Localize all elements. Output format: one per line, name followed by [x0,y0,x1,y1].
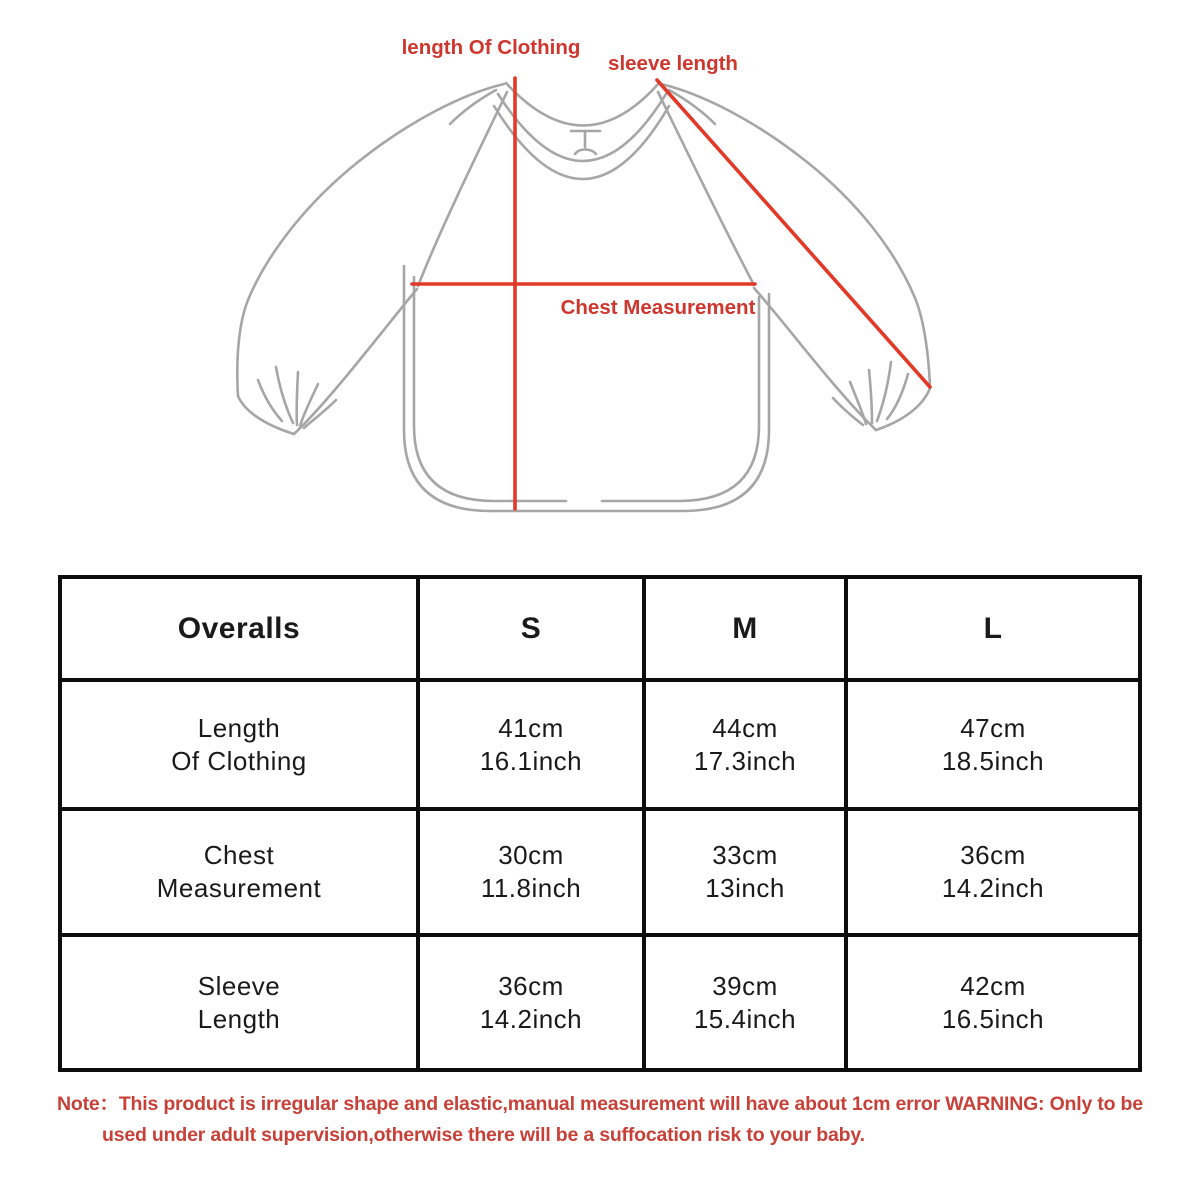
header-label: Overalls [177,612,301,645]
row-label-line: Length [197,712,281,743]
row-label-length-of-clothing [62,682,420,811]
left-sleeve-outer [237,84,504,396]
left-sleeve-inner [294,289,417,434]
right-cuff-wrinkles [833,362,908,425]
neck-strap-base [575,150,596,155]
row-label-line: Sleeve [197,970,281,1001]
value-inch: 14.2inch [479,1003,583,1034]
left-cuff-wrinkles [258,367,336,428]
value-chest-l [848,811,1138,937]
sleeve-measure-line [657,80,930,387]
table-header-size-m [646,579,848,682]
left-raglan-seam [418,92,507,286]
neck-opening-arc [506,83,659,126]
size-table [58,575,1142,1072]
header-label: L [983,612,1003,645]
value-inch: 14.2inch [941,873,1045,903]
value-inch: 18.5inch [941,745,1045,776]
value-chest-m [646,811,848,937]
length-of-clothing-label: length Of Clothing [401,36,581,59]
value-length-l [848,682,1138,811]
note-line-2: used under adult supervision,otherwise there will be a suffocation risk to your baby. [102,1124,865,1146]
right-raglan-seam [658,92,754,285]
value-inch: 11.8inch [480,873,582,903]
value-cm: 47cm [960,712,1026,743]
value-inch: 16.1inch [479,745,583,776]
value-cm: 39cm [712,970,778,1001]
measurement-lines [412,78,930,509]
right-sleeve-inner [754,288,876,430]
value-cm: 36cm [960,840,1026,870]
row-label-sleeve-length [62,937,420,1068]
header-label: M [732,612,758,645]
row-label-line: Of Clothing [171,745,307,776]
value-sleeve-m [646,937,848,1068]
table-header-overalls [62,579,420,682]
table-header-size-l [848,579,1138,682]
value-inch: 15.4inch [693,1003,797,1034]
value-cm: 33cm [712,840,778,870]
value-cm: 30cm [498,840,564,870]
value-cm: 44cm [712,712,778,743]
note-line-1: Note：This product is irregular shape and elastic,manual measurement will have about 1cm error WARNING: Only to be [57,1093,1143,1115]
row-label-line: Measurement [156,873,322,903]
note-text [57,1089,1153,1151]
value-inch: 13inch [705,873,785,903]
collar-inner-arc [494,106,669,179]
value-inch: 17.3inch [693,745,797,776]
row-label-line: Chest [203,840,275,870]
value-length-s [420,682,646,811]
chest-measurement-label: Chest Measurement [560,296,756,319]
value-cm: 42cm [960,970,1026,1001]
value-cm: 36cm [498,970,564,1001]
value-inch: 16.5inch [941,1003,1045,1034]
header-label: S [520,612,542,645]
row-label-chest-measurement [62,811,420,937]
value-chest-s [420,811,646,937]
value-sleeve-s [420,937,646,1068]
value-cm: 41cm [498,712,564,743]
sleeve-length-label: sleeve length [608,52,738,75]
garment-diagram [0,0,1200,560]
table-header-size-s [420,579,646,682]
row-label-line: Length [197,1003,281,1034]
value-length-m [646,682,848,811]
value-sleeve-l [848,937,1138,1068]
